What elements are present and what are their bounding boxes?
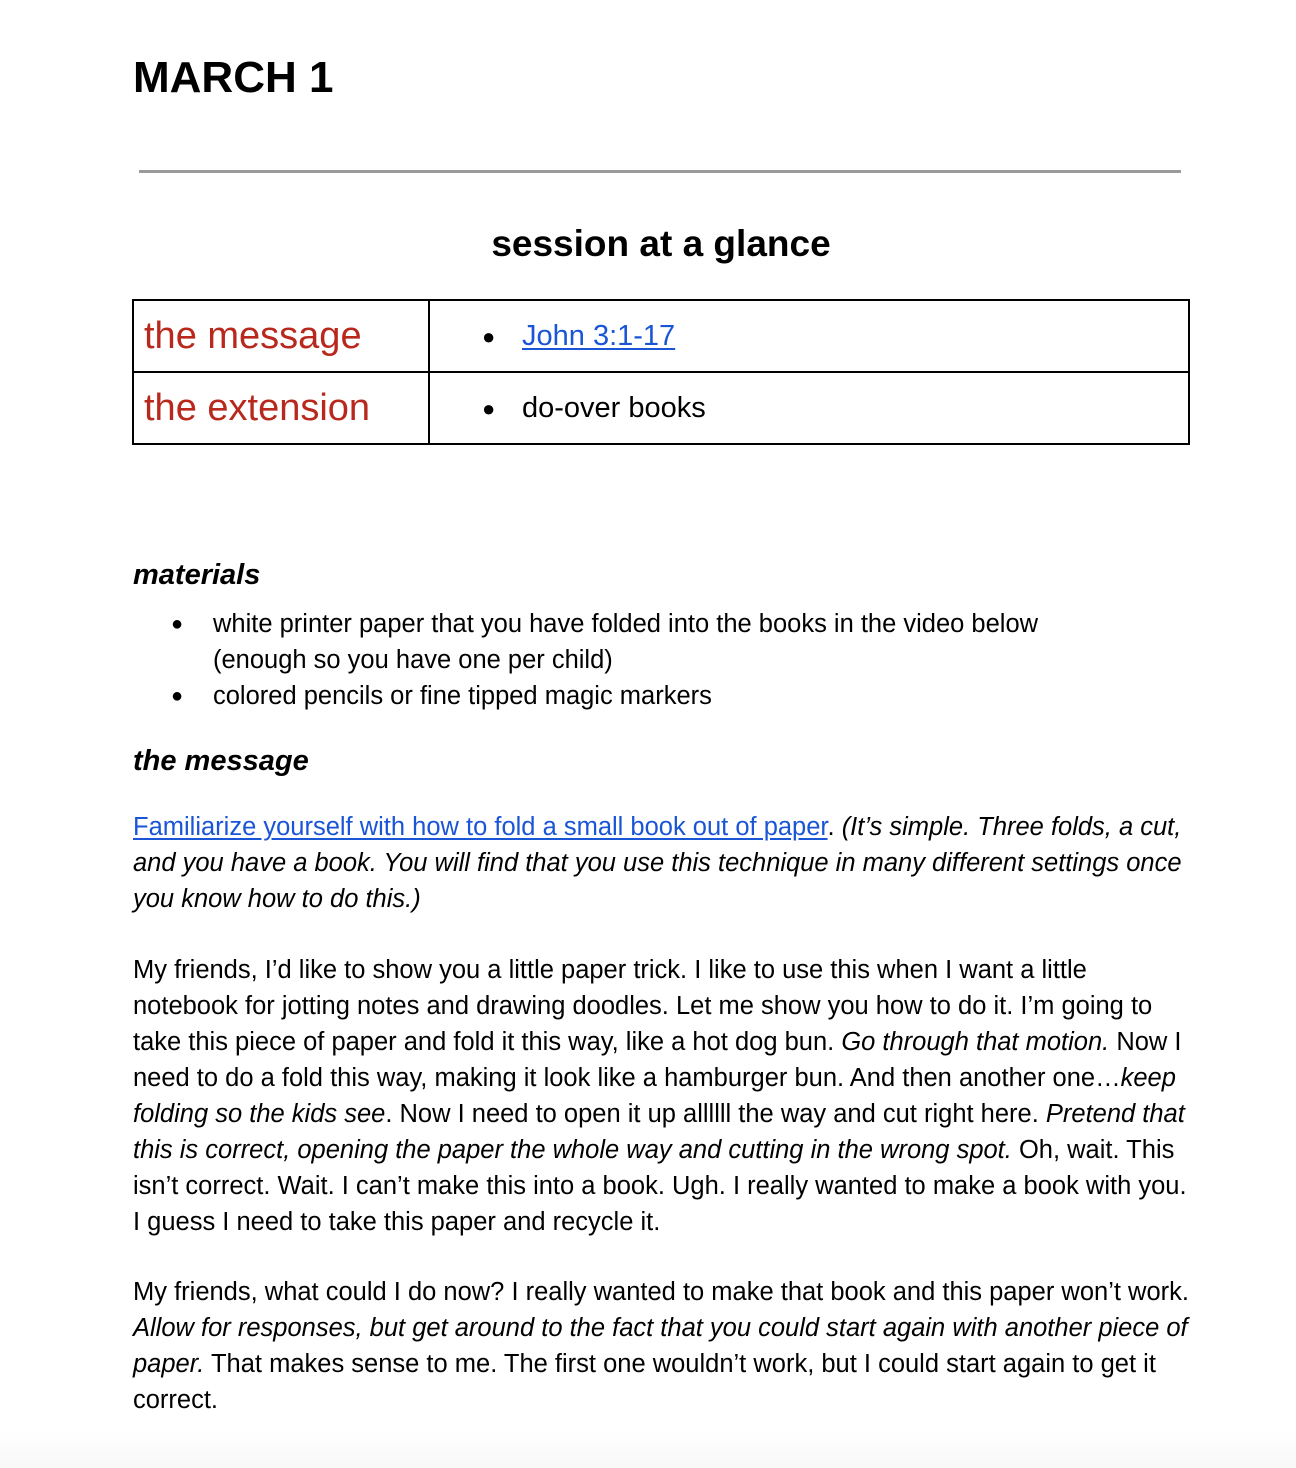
materials-heading: materials — [133, 559, 261, 591]
para1-segment: . Now I need to open it up allllll the way and cut right here. — [385, 1100, 1046, 1128]
intro-paragraph — [133, 809, 1195, 917]
paragraph-2 — [133, 1274, 1195, 1418]
fold-book-video-link[interactable]: Familiarize yourself with how to fold a small book out of paper — [133, 813, 828, 841]
row-label-extension: the extension — [133, 372, 429, 444]
para1-stage-direction: Pretend that this is correct, opening the paper the whole way and cutting in the wrong spot. — [133, 1100, 1185, 1164]
list-item — [133, 678, 1133, 714]
row-label-message: the message — [133, 300, 429, 372]
table-row — [133, 372, 1189, 444]
extension-text: do-over books — [522, 391, 706, 424]
session-at-a-glance-heading: session at a glance — [491, 223, 831, 264]
scripture-link[interactable]: John 3:1-17 — [522, 319, 676, 352]
page-title: MARCH 1 — [133, 53, 334, 102]
list-item-text: white printer paper that you have folded into the books in the video below (enough so you have one per child) — [213, 610, 1039, 674]
para2-stage-direction: Allow for responses, but get around to the fact that you could start again with another piece of paper. — [133, 1314, 1188, 1378]
bullet-icon: ● — [482, 395, 496, 421]
para1-segment: Oh, wait. This isn’t correct. Wait. I can’t make this into a book. Ugh. I really wanted to make a book with you. I guess I need to take this paper and recycle it. — [133, 1136, 1187, 1236]
intro-note: (It’s simple. Three folds, a cut, and you have a book. You will find that you use this technique in many different settings once you know how to do this.) — [133, 813, 1182, 913]
list-item-text: colored pencils or fine tipped magic markers — [213, 682, 712, 710]
horizontal-divider — [139, 170, 1181, 173]
para1-stage-direction: Go through that motion. — [841, 1028, 1110, 1056]
paragraph-1 — [133, 952, 1195, 1240]
table-row — [133, 300, 1189, 372]
para2-segment: My friends, what could I do now? I really wanted to make that book and this paper won’t work. — [133, 1278, 1189, 1306]
para1-stage-direction: keep folding so the kids see — [133, 1064, 1176, 1128]
bullet-icon: ● — [171, 685, 184, 707]
message-heading: the message — [133, 745, 309, 777]
bullet-icon: ● — [171, 613, 184, 635]
para2-segment: That makes sense to me. The first one wouldn’t work, but I could start again to get it correct. — [133, 1350, 1156, 1414]
list-item — [133, 606, 1133, 678]
materials-list — [133, 606, 1133, 714]
para1-segment: Now I need to do a fold this way, making it look like a hamburger bun. And then another one… — [133, 1028, 1182, 1092]
session-at-a-glance-table — [132, 299, 1190, 445]
row-value-extension — [429, 372, 1189, 444]
row-value-message — [429, 300, 1189, 372]
intro-punct: . — [827, 813, 842, 841]
para1-segment: My friends, I’d like to show you a little paper trick. I like to use this when I want a little notebook for jotting notes and drawing doodles. Let me show you how to do it. I’m going to take this piece of paper and fold it this way, like a hot dog bun. — [133, 956, 1153, 1056]
bullet-icon: ● — [482, 323, 496, 349]
